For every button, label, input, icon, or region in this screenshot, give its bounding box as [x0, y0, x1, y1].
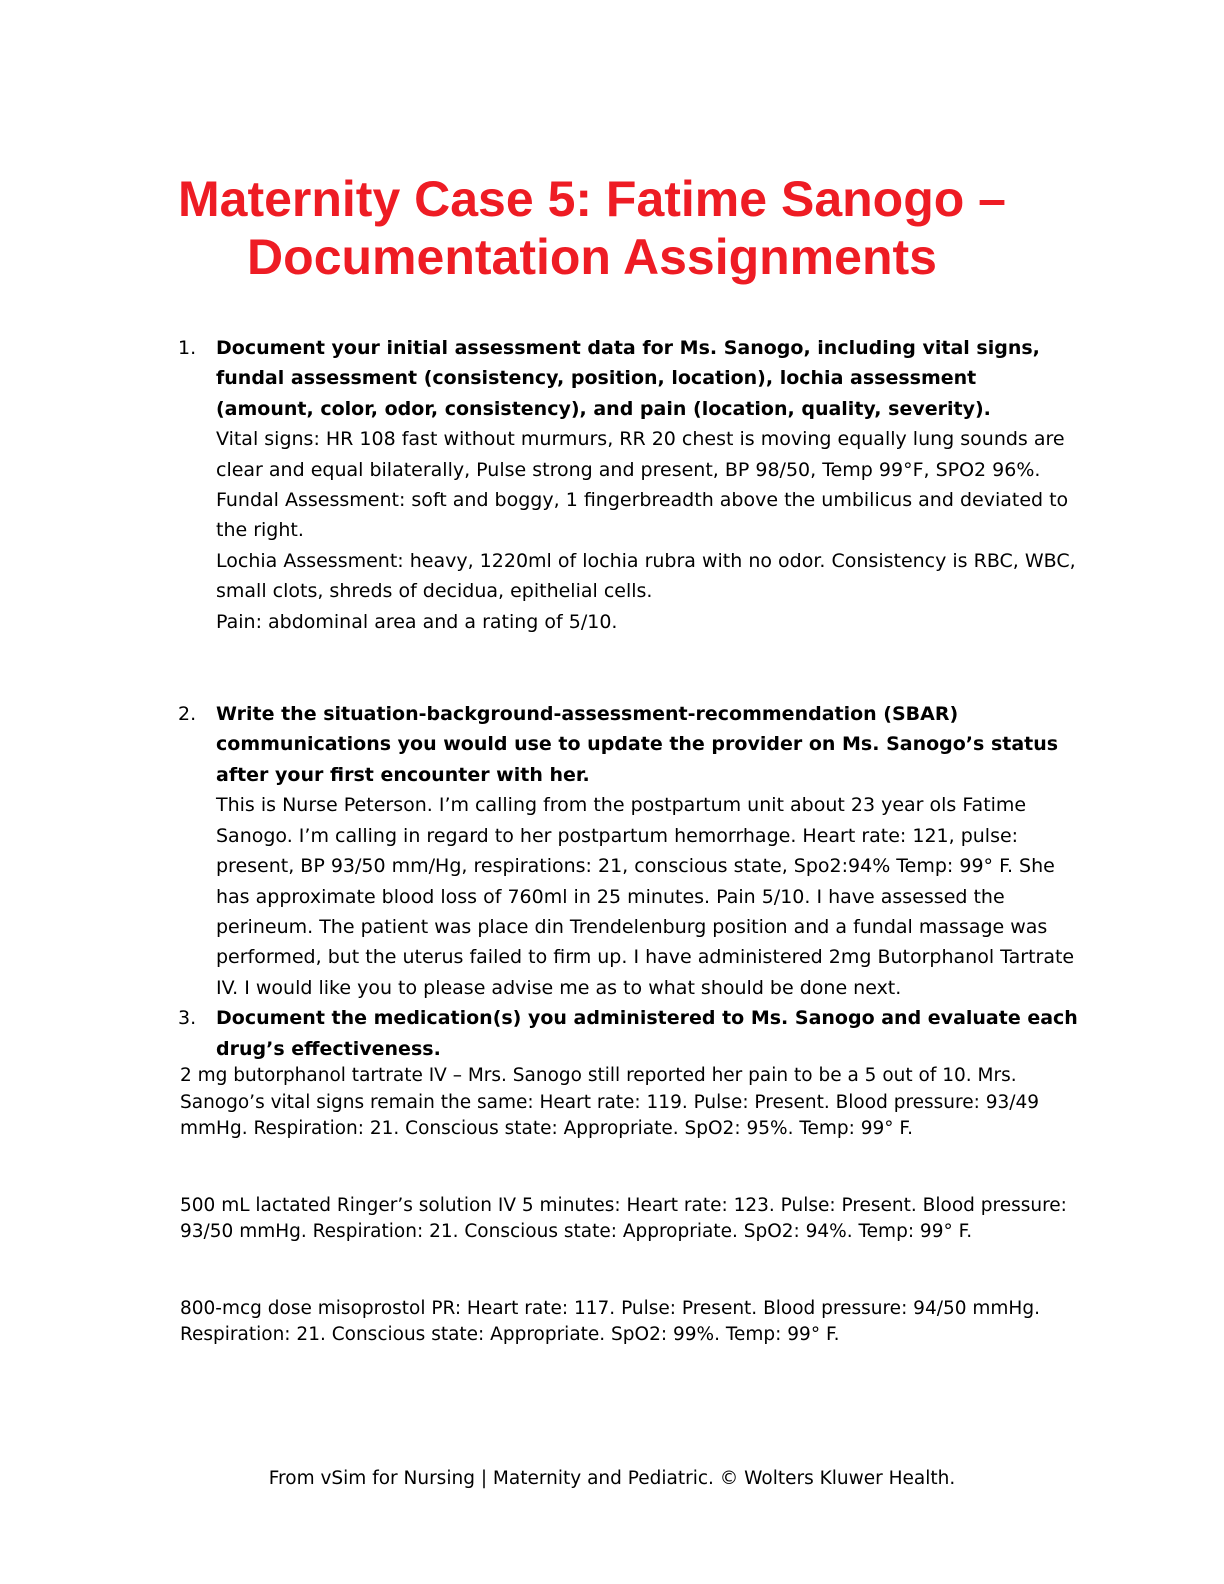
sbar-answer: This is Nurse Peterson. I’m calling from the postpartum unit about 23 year ols Fatime Sanogo. I’m calling in regard to her postpartum hemorrhage. Heart rate: 121, pulse: present, BP 93/50 mm/Hg, respirations: 21, conscious state, Spo2:94% Temp: 99° F. She has approximate blood loss of 760ml in 25 minutes. Pain 5/10. I have assessed the perineum. The patient was place din Trendelenburg position and a fundal massage was performed, but the uterus failed to firm up. I have administered 2mg Butorphanol Tartrate IV. I would like you to please advise me as to what should be done next. [216, 794, 1075, 999]
item-number: 3. [178, 1007, 197, 1030]
item-question: Document your initial assessment data for Ms. Sanogo, including vital signs, fundal assessment (consistency, position, location), lochia assessment (amount, color, odor, consistency), and pain (location, quality, severity). [216, 337, 1040, 420]
item-number: 1. [178, 337, 197, 359]
medication-entry-butorphanol: 2 mg butorphanol tartrate IV – Mrs. Sanogo still reported her pain to be a 5 out of 10. Mrs. Sanogo’s vital signs remain the same: Heart rate: 119. Pulse: Present. Blood pressure: 93/49 mmHg. Respiration: 21. Conscious state: Appropriate. SpO2: 95%. Temp: 99° F. [180, 1065, 1040, 1139]
item-question: Document the medication(s) you administered to Ms. Sanogo and evaluate each drug’s effectiveness. [216, 1007, 1078, 1060]
lochia-assessment-answer: Lochia Assessment: heavy, 1220ml of lochia rubra with no odor. Consistency is RBC, WBC, small clots, shreds of decidua, epithelial cells. [216, 549, 1076, 603]
assignment-item-3 [178, 1003, 1078, 1064]
document-title-line-2: Documentation Assignments [247, 229, 937, 285]
item-number: 2. [178, 703, 197, 726]
assignment-item-2 [178, 699, 1078, 1003]
assignment-list [178, 333, 1078, 1064]
medication-entry-misoprostol: 800-mcg dose misoprostol PR: Heart rate: 117. Pulse: Present. Blood pressure: 94/50 mmHg. Respiration: 21. Conscious state: Appropriate. SpO2: 99%. Temp: 99° F. [180, 1297, 1040, 1345]
medication-evaluations [180, 1063, 1080, 1349]
fundal-assessment-answer: Fundal Assessment: soft and boggy, 1 fingerbreadth above the umbilicus and deviated to the right. [216, 489, 1069, 542]
page-footer: From vSim for Nursing | Maternity and Pediatric. © Wolters Kluwer Health. [268, 1468, 956, 1489]
document-title-line-1: Maternity Case 5: Fatime Sanogo – [177, 171, 1006, 227]
assignment-item-1 [178, 333, 1078, 637]
pain-answer: Pain: abdominal area and a rating of 5/10. [216, 610, 618, 633]
item-question: Write the situation-background-assessment-recommendation (SBAR) communications you would use to update the provider on Ms. Sanogo’s status after your first encounter with her. [216, 703, 1059, 786]
document-title [100, 170, 1084, 286]
medication-entry-lactated-ringers: 500 mL lactated Ringer’s solution IV 5 minutes: Heart rate: 123. Pulse: Present. Blood pressure: 93/50 mmHg. Respiration: 21. Conscious state: Appropriate. SpO2: 94%. Temp: 99° F. [180, 1194, 1067, 1242]
vital-signs-answer: Vital signs: HR 108 fast without murmurs, RR 20 chest is moving equally lung sounds are clear and equal bilaterally, Pulse strong and present, BP 98/50, Temp 99°F, SPO2 96%. [216, 428, 1065, 481]
